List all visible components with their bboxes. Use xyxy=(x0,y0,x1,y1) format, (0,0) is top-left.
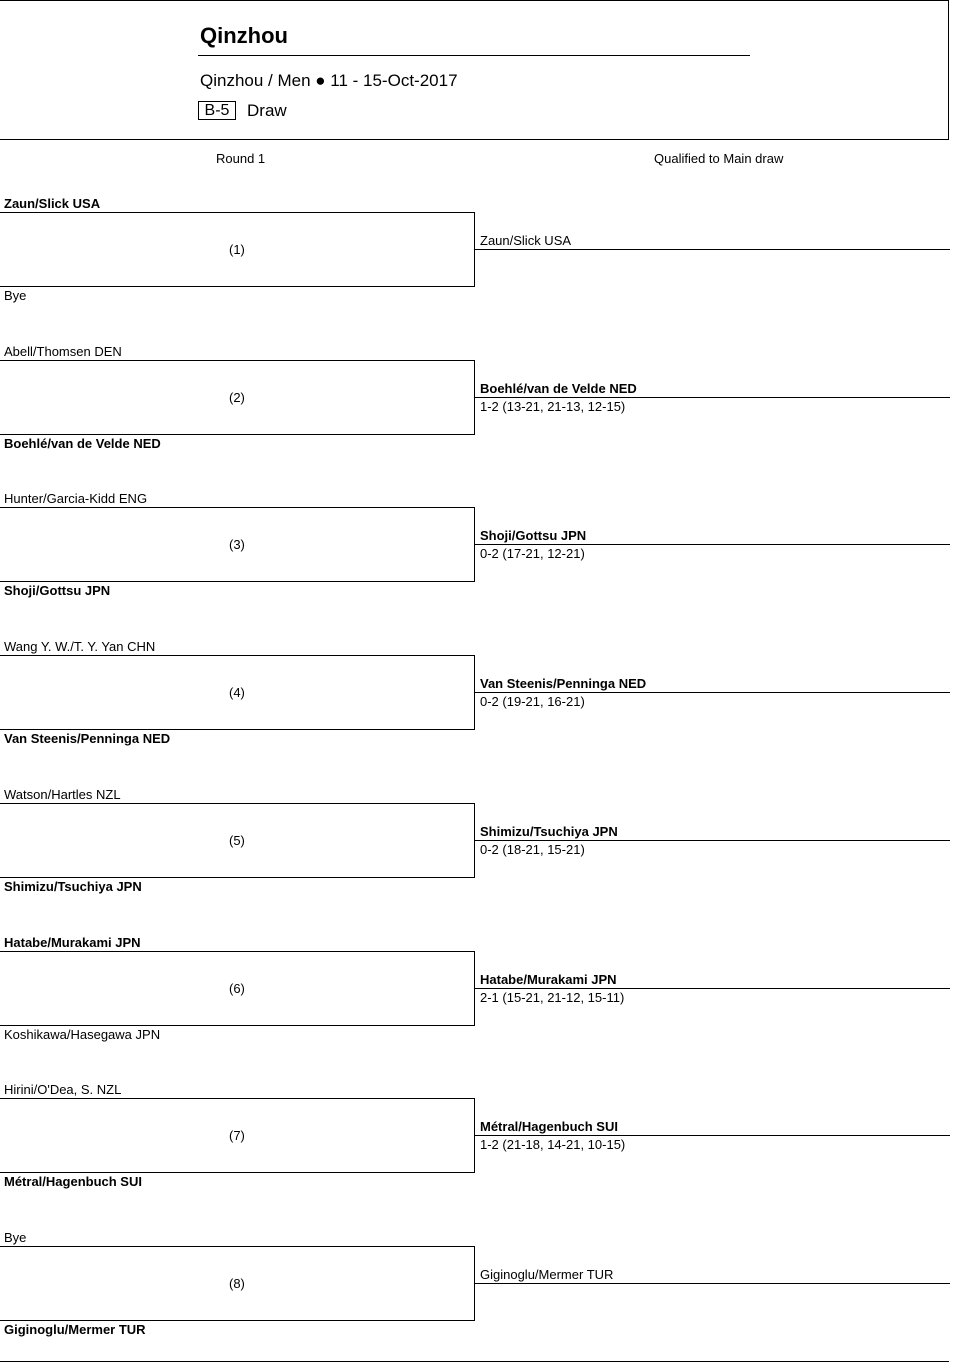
player-top: Bye xyxy=(4,1230,27,1245)
winner-name: Shimizu/Tsuchiya JPN xyxy=(480,824,618,839)
match-number: (7) xyxy=(229,1128,245,1143)
winner-name: Hatabe/Murakami JPN xyxy=(480,972,617,987)
column-header-qualified: Qualified to Main draw xyxy=(654,151,784,166)
player-bottom: Shimizu/Tsuchiya JPN xyxy=(4,879,142,894)
player-bottom: Giginoglu/Mermer TUR xyxy=(4,1322,146,1337)
winner-line xyxy=(475,840,950,841)
winner-name: Shoji/Gottsu JPN xyxy=(480,528,587,543)
event-subtitle: Qinzhou / Men ● 11 - 15-Oct-2017 xyxy=(200,71,458,90)
player-bottom: Boehlé/van de Velde NED xyxy=(4,436,161,451)
column-header-round1: Round 1 xyxy=(216,151,266,166)
match-number: (2) xyxy=(229,390,245,405)
winner-line xyxy=(475,1135,950,1136)
match-score: 2-1 (15-21, 21-12, 15-11) xyxy=(480,990,625,1005)
winner-name: Giginoglu/Mermer TUR xyxy=(480,1267,614,1282)
winner-line xyxy=(475,692,950,693)
match-number: (8) xyxy=(229,1276,245,1291)
winner-line xyxy=(475,1283,950,1284)
player-top: Hunter/Garcia-Kidd ENG xyxy=(4,491,148,506)
winner-name: Van Steenis/Penninga NED xyxy=(480,676,647,691)
draw-code-badge: B-5 xyxy=(198,101,236,120)
winner-name: Boehlé/van de Velde NED xyxy=(480,381,637,396)
match-number: (1) xyxy=(229,242,245,257)
player-top: Hirini/O'Dea, S. NZL xyxy=(4,1082,122,1097)
match-score: 0-2 (19-21, 16-21) xyxy=(480,694,585,709)
winner-line xyxy=(475,397,950,398)
match-number: (4) xyxy=(229,685,245,700)
match-score: 1-2 (21-18, 14-21, 10-15) xyxy=(480,1137,626,1152)
player-bottom: Van Steenis/Penninga NED xyxy=(4,731,171,746)
player-top: Wang Y. W./T. Y. Yan CHN xyxy=(4,639,156,654)
page-title: Qinzhou xyxy=(200,23,288,48)
match-number: (6) xyxy=(229,981,245,996)
winner-line xyxy=(475,988,950,989)
match-score: 0-2 (17-21, 12-21) xyxy=(480,546,585,561)
draw-label: Draw xyxy=(247,101,287,120)
match-number: (5) xyxy=(229,833,245,848)
title-divider xyxy=(198,55,750,56)
winner-line xyxy=(475,249,950,250)
winner-name: Métral/Hagenbuch SUI xyxy=(480,1119,618,1134)
winner-name: Zaun/Slick USA xyxy=(480,233,572,248)
player-top: Abell/Thomsen DEN xyxy=(4,344,122,359)
player-bottom: Shoji/Gottsu JPN xyxy=(4,583,111,598)
player-bottom: Bye xyxy=(4,288,27,303)
player-top: Zaun/Slick USA xyxy=(4,196,101,211)
player-bottom: Métral/Hagenbuch SUI xyxy=(4,1174,142,1189)
header-panel xyxy=(0,0,949,140)
winner-line xyxy=(475,544,950,545)
player-top: Watson/Hartles NZL xyxy=(4,787,121,802)
player-bottom: Koshikawa/Hasegawa JPN xyxy=(4,1027,161,1042)
player-top: Hatabe/Murakami JPN xyxy=(4,935,141,950)
match-score: 0-2 (18-21, 15-21) xyxy=(480,842,585,857)
match-score: 1-2 (13-21, 21-13, 12-15) xyxy=(480,399,626,414)
match-number: (3) xyxy=(229,537,245,552)
